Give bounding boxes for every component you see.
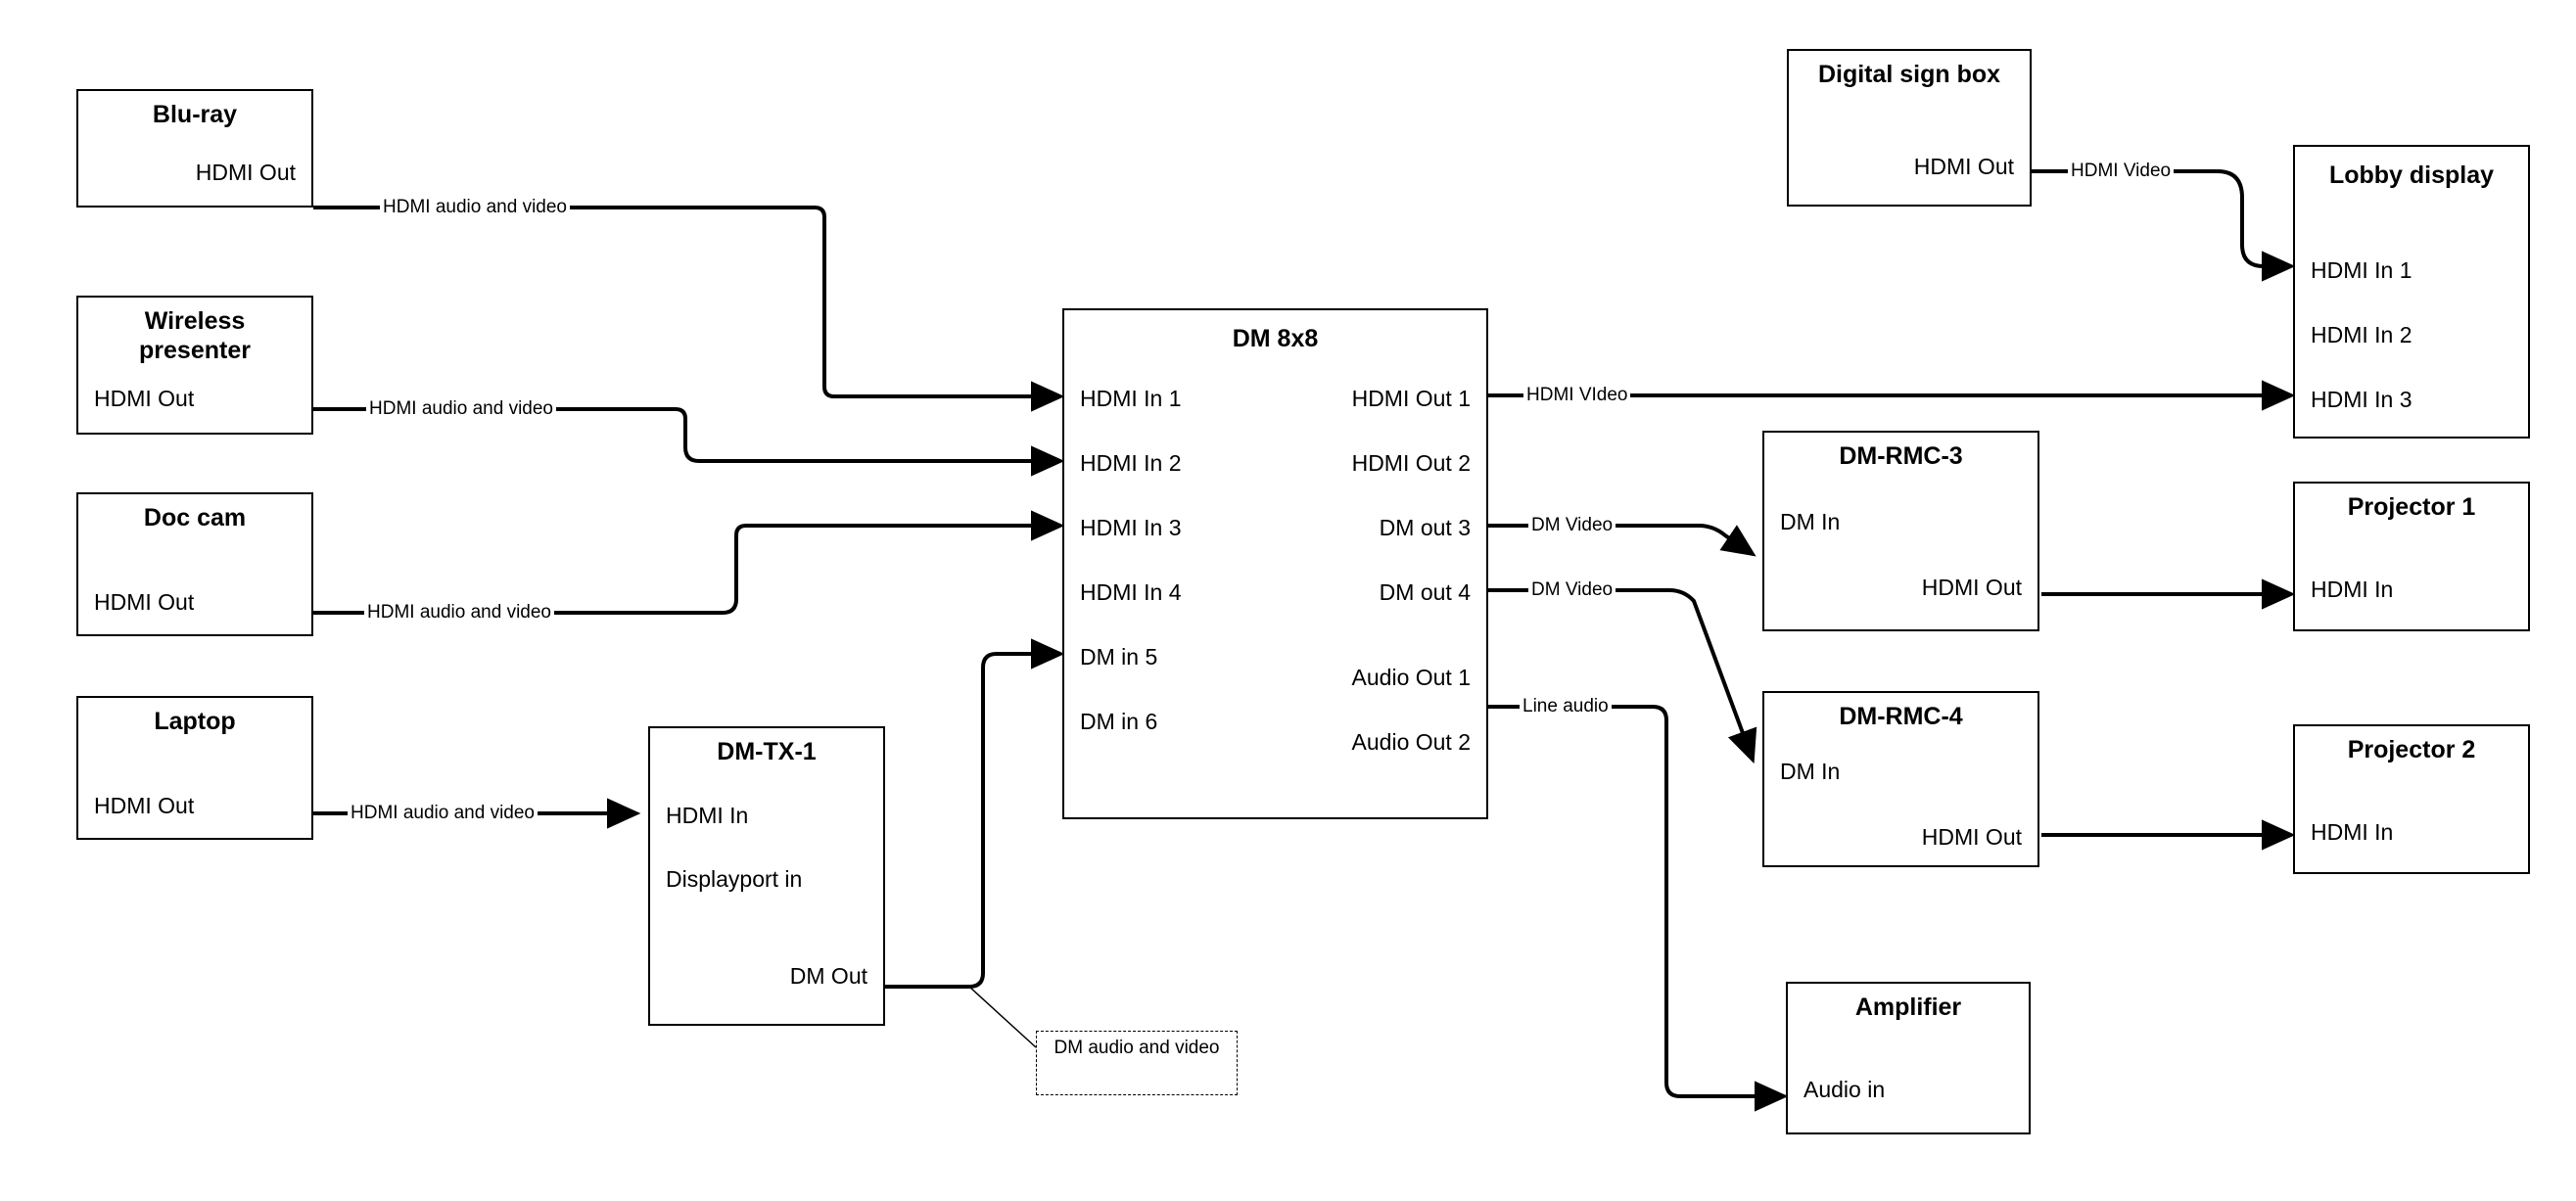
- edge-label-dm-out4-to-rmc4: DM Video: [1528, 579, 1616, 601]
- node-dm-tx-1-title: DM-TX-1: [717, 738, 817, 765]
- edge-label-bluray-to-dm: HDMI audio and video: [380, 197, 570, 218]
- node-dm-tx-1-port-hdmi-in: HDMI In: [666, 803, 749, 828]
- node-dm-8x8-port-hdmi-in-4: HDMI In 4: [1080, 579, 1182, 605]
- edge-label-signbox-to-lobby: HDMI Video: [2068, 161, 2174, 182]
- node-digital-sign-box-title: Digital sign box: [1817, 61, 2001, 88]
- node-dm-8x8-port-hdmi-out-1: HDMI Out 1: [1351, 386, 1471, 411]
- node-lobby-display-port-hdmi-in-2: HDMI In 2: [2311, 322, 2412, 347]
- node-dm-rmc-4-port-hdmi-out: HDMI Out: [1921, 824, 2022, 850]
- node-dm-8x8-port-hdmi-in-2: HDMI In 2: [1080, 450, 1182, 476]
- node-dm-rmc-3[interactable]: [1762, 431, 2039, 631]
- node-dm-8x8[interactable]: [1062, 308, 1488, 819]
- node-dm-rmc-3-title: DM-RMC-3: [1839, 442, 1963, 470]
- edge-label-dm-out1-to-lobby: HDMI VIdeo: [1523, 385, 1630, 406]
- node-digital-sign-box-port-hdmi-out: HDMI Out: [1913, 154, 2014, 179]
- node-amplifier[interactable]: [1786, 982, 2031, 1134]
- node-dm-8x8-port-hdmi-in-3: HDMI In 3: [1080, 515, 1182, 540]
- node-dm-tx-1-port-dm-out: DM Out: [789, 963, 867, 989]
- callout-dm-audio-and-video: DM audio and video: [1036, 1031, 1238, 1095]
- node-laptop-title: Laptop: [154, 708, 236, 735]
- edge-label-laptop-to-tx: HDMI audio and video: [348, 803, 538, 824]
- node-digital-sign-box[interactable]: [1787, 49, 2032, 207]
- node-projector-1-port-hdmi-in: HDMI In: [2311, 577, 2394, 602]
- node-lobby-display-port-hdmi-in-3: HDMI In 3: [2311, 387, 2412, 412]
- node-dm-rmc-3-port-hdmi-out: HDMI Out: [1921, 575, 2022, 600]
- node-dm-rmc-4-title: DM-RMC-4: [1839, 703, 1963, 730]
- node-amplifier-title: Amplifier: [1854, 993, 1962, 1021]
- node-amplifier-port-audio-in: Audio in: [1803, 1077, 1886, 1102]
- node-lobby-display-port-hdmi-in-1: HDMI In 1: [2311, 257, 2412, 283]
- node-bluray-title: Blu-ray: [152, 101, 238, 128]
- node-dm-8x8-port-dm-in-6: DM in 6: [1080, 709, 1158, 734]
- edge-label-doccam-to-dm: HDMI audio and video: [364, 602, 554, 624]
- edge-label-dm-audio1-to-amp: Line audio: [1520, 696, 1612, 717]
- node-dm-rmc-4[interactable]: [1762, 691, 2039, 867]
- node-dm-8x8-title: DM 8x8: [1232, 325, 1319, 352]
- node-lobby-display[interactable]: [2293, 145, 2530, 439]
- node-dm-8x8-port-dm-out-4: DM out 4: [1379, 579, 1471, 605]
- node-doc-cam-title: Doc cam: [143, 504, 247, 531]
- node-lobby-display-title: Lobby display: [2328, 162, 2495, 189]
- node-dm-8x8-port-hdmi-in-1: HDMI In 1: [1080, 386, 1182, 411]
- node-projector-2-title: Projector 2: [2347, 736, 2476, 763]
- node-dm-tx-1[interactable]: [648, 726, 885, 1026]
- node-wireless-presenter[interactable]: [76, 296, 313, 435]
- node-dm-rmc-4-port-dm-in: DM In: [1780, 759, 1841, 784]
- node-laptop-port-hdmi-out: HDMI Out: [94, 793, 195, 818]
- node-projector-2-port-hdmi-in: HDMI In: [2311, 819, 2394, 845]
- node-dm-8x8-port-dm-out-3: DM out 3: [1379, 515, 1471, 540]
- node-wireless-presenter-port-hdmi-out: HDMI Out: [94, 386, 195, 411]
- edge-label-wireless-to-dm: HDMI audio and video: [366, 398, 556, 420]
- node-wireless-presenter-title: Wireless presenter: [139, 307, 251, 364]
- node-projector-1[interactable]: [2293, 482, 2530, 631]
- node-dm-8x8-port-hdmi-out-2: HDMI Out 2: [1351, 450, 1471, 476]
- node-dm-8x8-port-dm-in-5: DM in 5: [1080, 644, 1158, 670]
- node-doc-cam[interactable]: [76, 492, 313, 636]
- node-dm-tx-1-port-displayport-in: Displayport in: [666, 866, 803, 892]
- node-projector-1-title: Projector 1: [2347, 493, 2476, 521]
- node-projector-2[interactable]: [2293, 724, 2530, 874]
- node-bluray[interactable]: [76, 89, 313, 208]
- node-dm-8x8-port-audio-out-2: Audio Out 2: [1351, 729, 1471, 755]
- node-doc-cam-port-hdmi-out: HDMI Out: [94, 589, 195, 615]
- node-dm-8x8-port-audio-out-1: Audio Out 1: [1351, 665, 1471, 690]
- edge-label-dm-out3-to-rmc3: DM Video: [1528, 515, 1616, 536]
- node-bluray-port-hdmi-out: HDMI Out: [195, 160, 296, 185]
- node-laptop[interactable]: [76, 696, 313, 840]
- node-dm-rmc-3-port-dm-in: DM In: [1780, 509, 1841, 534]
